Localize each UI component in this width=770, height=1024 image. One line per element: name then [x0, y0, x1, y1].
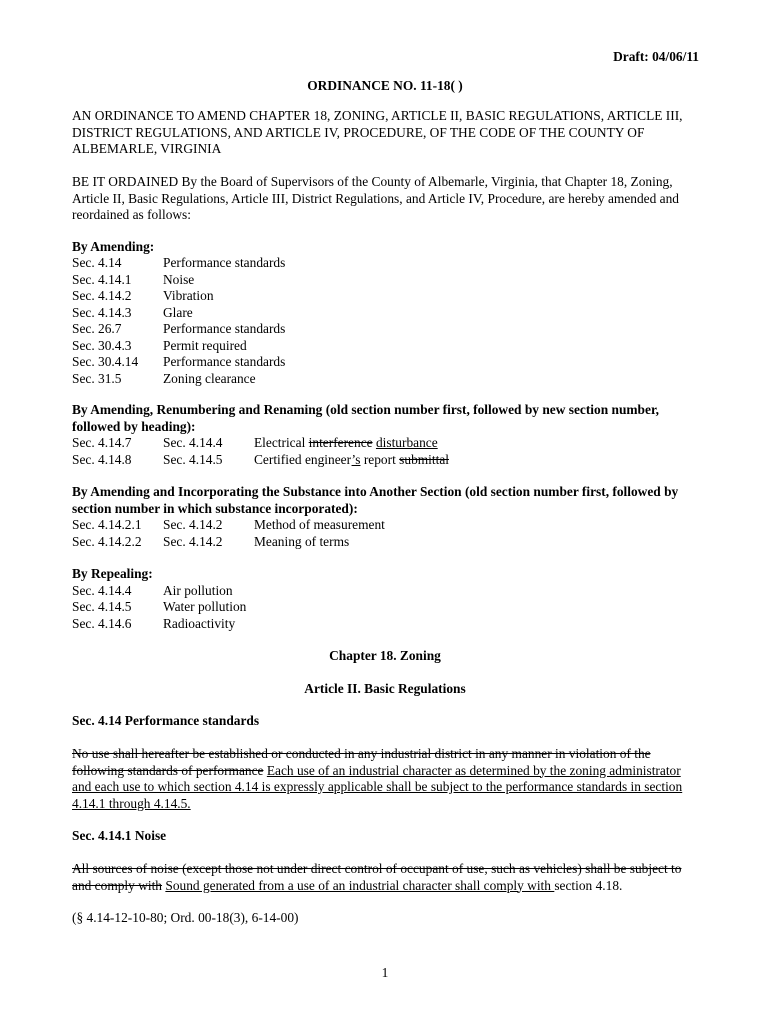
struck-text: No use shall hereafter be established or conducted in any industrial district in any manner in violation of the following standards of performance: [72, 746, 651, 778]
incorporating-heading: By Amending and Incorporating the Substance into Another Section (old section number first, followed by section number in which substance incorporated):: [72, 484, 679, 516]
page-number: 1: [381, 965, 389, 980]
section-heading: Sec. 4.14.1 Noise: [72, 828, 167, 843]
struck-text: All sources of noise (except those not under direct control of occupant of use, such as vehicles) shall be subject to and comply with: [72, 861, 682, 893]
draft-date: Draft: 04/06/11: [613, 49, 699, 64]
chapter-heading: Chapter 18. Zoning: [329, 648, 441, 663]
struck-text: submittal: [399, 451, 449, 467]
citation: (§ 4.14-12-10-80; Ord. 00-18(3), 6-14-00): [72, 910, 299, 925]
article-heading: Article II. Basic Regulations: [304, 681, 466, 696]
inserted-text: Sound generated from a use of an industrial character shall comply with: [165, 877, 555, 893]
amending-heading: By Amending:: [72, 239, 155, 254]
inserted-text: disturbance: [375, 435, 438, 450]
inserted-text: ’s: [351, 451, 361, 467]
document-page: Draft: 04/06/11 ORDINANCE NO. 11-18( ) AN ORDINANCE TO AMEND CHAPTER 18, ZONING, ARTICLE II, BASIC REGULATIONS, ARTICLE III, DISTRICT REGULATIONS, AND ARTICLE IV, PROCEDURE, OF THE CODE OF THE COUNTY OF ALBEMARLE, VIRGINIA BE IT ORDAINED By the Board of Supervisors of the County of Albemarle, Virginia, that Chapter 18, Zoning, Article II, Basic Regulations, Article III, District Regulations, and Article IV, Procedure, are hereby amended and reordained as follows: By Amending: Sec. 4.14 Performance standards Sec. 4.14.1 Noise Sec. 4.14.2 Vibration Sec. 4.14.3 Glare Sec. 26.7 Performance standards Sec. 30.4.3 Permit required Sec. 30.4.14 Performance standards Sec. 31.5 Zoning clearance By Amending, Renumbering and Renaming (old section number first, followed by new section number, followed by heading): Sec. 4.14.7 Sec. 4.14.4 Electrical interference disturbance Sec. 4.14.8 Sec. 4.14.5 Certified engineer’s report submittal By Amending and Incorporating the Substance into Another Section (old section number first, followed by section number in which substance incorporated): Sec. 4.14.2.1 Sec. 4.14.2 Method of measurement Sec. 4.14.2.2 Sec. 4.14.2 Meaning of terms By Repealing: Sec. 4.14.4 Air pollution Sec. 4.14.5 Water pollution Sec. 4.14.6 Radioactivity Chapter 18. Zoning Article II. Basic Regulations Sec. 4.14 Performance standards No use shall hereafter be established or conducted in any industrial district in any manner in violation of the following standards of performance Each use of an industrial character as determined by the zoning administrator and each use to which section 4.14 is expressly applicable shall be subject to the performance standards in section 4.14.1 through 4.14.5. Sec. 4.14.1 Noise All sources of noise (except those not under direct control of occupant of use, such as vehicles) shall be subject to and comply with Sound generated from a use of an industrial character shall comply with section 4.18. (§ 4.14-12-10-80; Ord. 00-18(3), 6-14-00) 1: [0, 0, 770, 1024]
ordained-paragraph: BE IT ORDAINED By the Board of Supervisors of the County of Albemarle, Virginia, that Chapter 18, Zoning, Article II, Basic Regulations, Article III, District Regulations, and Article IV, Procedure, are hereby amended and reordained as follows:: [72, 174, 679, 222]
struck-text: interference: [308, 435, 373, 450]
renumbering-heading: By Amending, Renumbering and Renaming (old section number first, followed by new section number, followed by heading):: [72, 402, 660, 434]
section-body: [72, 746, 702, 812]
amend-title: AN ORDINANCE TO AMEND CHAPTER 18, ZONING, ARTICLE II, BASIC REGULATIONS, ARTICLE III, DISTRICT REGULATIONS, AND ARTICLE IV, PROCEDURE, OF THE CODE OF THE COUNTY OF ALBEMARLE, VIRGINIA: [72, 108, 683, 156]
ordinance-title: ORDINANCE NO. 11-18( ): [307, 78, 463, 93]
section-heading: Sec. 4.14 Performance standards: [72, 713, 260, 728]
inserted-text: Each use of an industrial character as determined by the zoning administrator and each use to which section 4.14 is expressly applicable shall be subject to the performance standards in section 4.14.1 through 4.14.5.: [72, 762, 683, 811]
section-body: All sources of noise (except those not under direct control of occupant of use, such as vehicles) shall be subject to and comply with Sound generated from a use of an industrial character shall comply with section 4.18.: [72, 861, 682, 893]
repealing-heading: By Repealing:: [72, 566, 153, 581]
